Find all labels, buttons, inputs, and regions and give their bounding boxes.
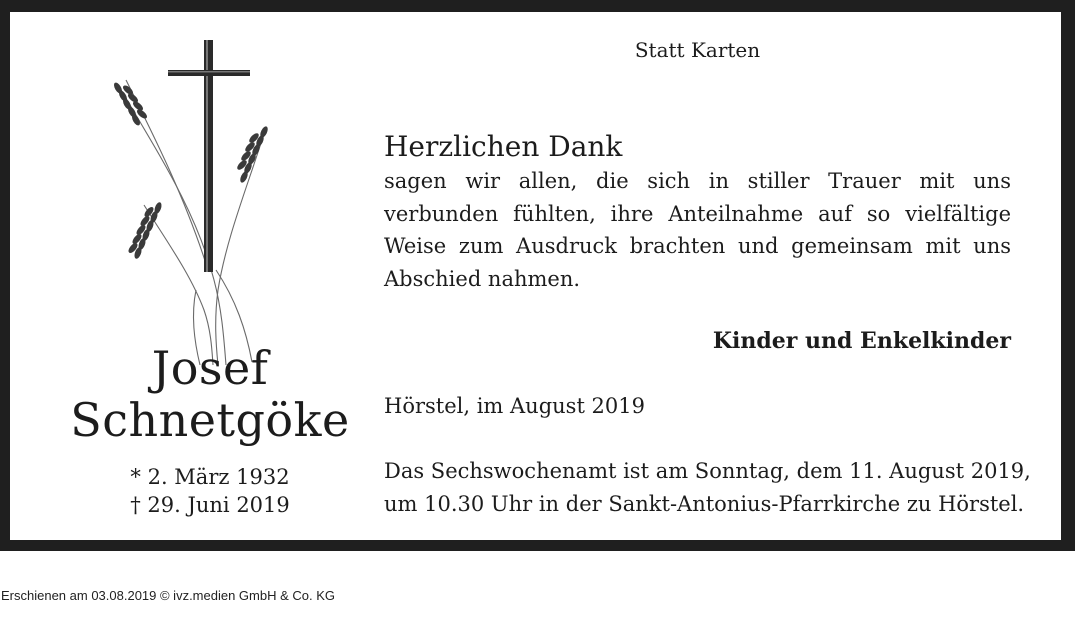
place-date: Hörstel, im August 2019 — [384, 394, 646, 418]
publication-note: Erschienen am 03.08.2019 © ivz.medien GmbH & Co. KG — [1, 588, 336, 603]
thanks-heading: Herzlichen Dank — [384, 130, 623, 163]
mass-line: Das Sechswochenamt ist am Sonntag, dem 11. August 2019, — [384, 459, 1031, 483]
deceased-last-name: Schnetgöke — [70, 393, 350, 447]
notice-header: Statt Karten — [634, 38, 761, 62]
obituary-card — [10, 12, 1061, 540]
signature: Kinder und Enkelkinder — [712, 328, 1011, 354]
mass-announcement — [384, 455, 1031, 521]
thanks-text: sagen wir allen, die sich in stiller Trauer mit uns verbunden fühlten, ihre Anteilnahme auf so vielfältige Weise zum Ausdruck brachten und gemeinsam mit uns Abschied nahmen. — [384, 169, 1011, 291]
birth-date: * 2. März 1932 — [130, 465, 290, 489]
mass-line: um 10.30 Uhr in der Sankt-Antonius-Pfarrkirche zu Hörstel. — [384, 492, 1025, 516]
death-date: † 29. Juni 2019 — [130, 493, 290, 517]
cross-with-wheat-icon — [96, 40, 286, 370]
deceased-first-name: Josef — [151, 341, 269, 395]
